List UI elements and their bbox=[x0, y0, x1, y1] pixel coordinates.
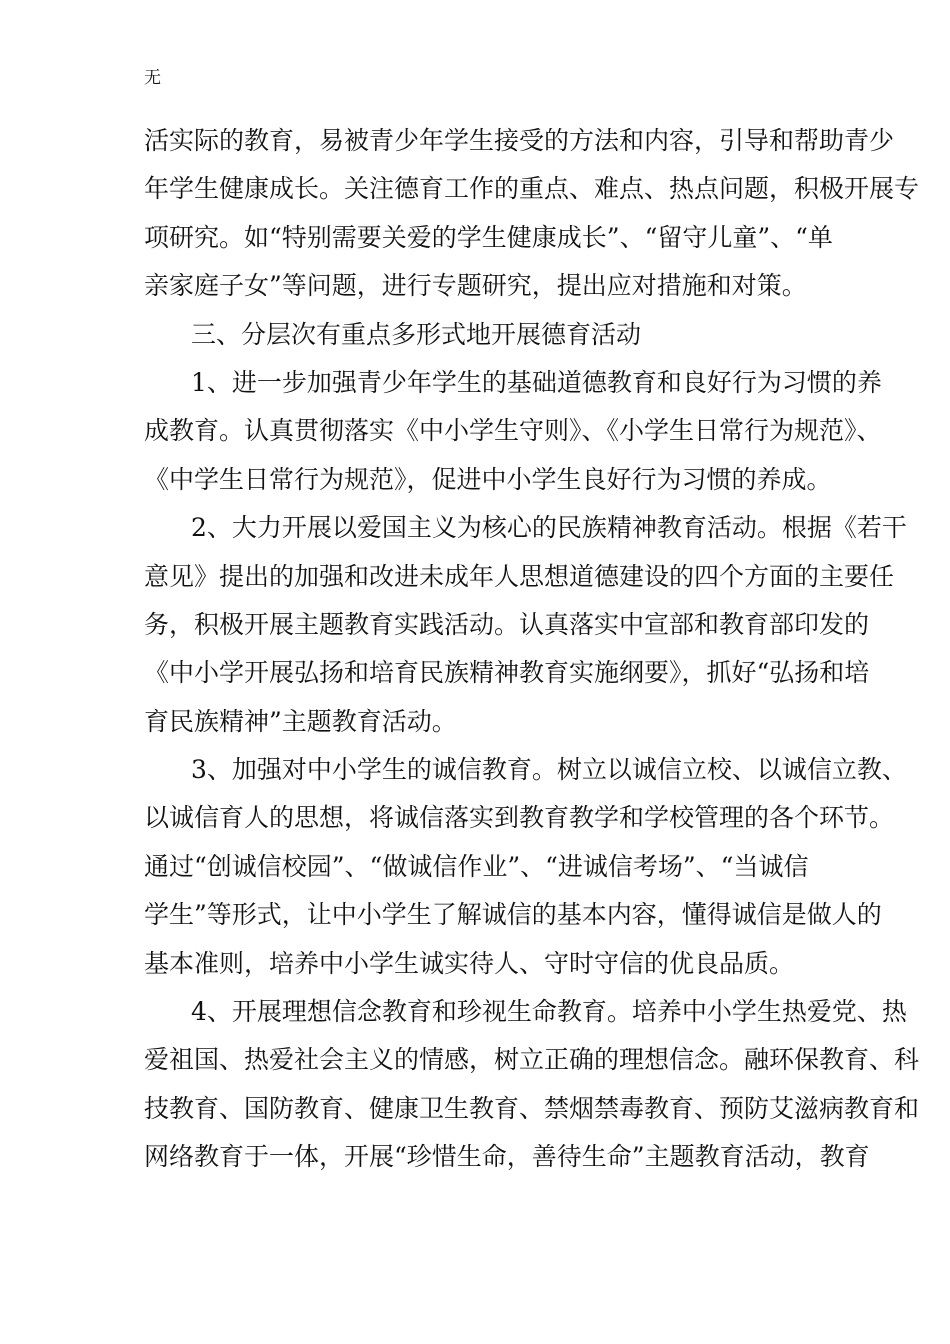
text-line: 务，积极开展主题教育实践活动。认真落实中宣部和教育部印发的 bbox=[144, 609, 870, 639]
text-line: 3、加强对中小学生的诚信教育。树立以诚信立校、以诚信立教、 bbox=[191, 755, 907, 785]
text-line: 以诚信育人的思想，将诚信落实到教育教学和学校管理的各个环节。 bbox=[144, 803, 895, 833]
text-line: 通过“创诚信校园”、“做诚信作业”、“进诚信考场”、“当诚信 bbox=[144, 851, 809, 881]
text-line: 基本准则，培养中小学生诚实待人、守时守信的优良品质。 bbox=[144, 948, 795, 978]
text-line: 《中学生日常行为规范》，促进中小学生良好行为习惯的养成。 bbox=[144, 464, 832, 494]
text-line: 活实际的教育，易被青少年学生接受的方法和内容，引导和帮助青少 bbox=[144, 126, 895, 155]
text-line: 技教育、国防教育、健康卫生教育、禁烟禁毒教育、预防艾滋病教育和 bbox=[144, 1093, 920, 1123]
text-line: 1、进一步加强青少年学生的基础道德教育和良好行为习惯的养 bbox=[191, 367, 882, 397]
text-line: 网络教育于一体，开展“珍惜生命，善待生命”主题教育活动，教育 bbox=[144, 1142, 870, 1172]
text-line: 意见》提出的加强和改进未成年人思想道德建设的四个方面的主要任 bbox=[144, 561, 895, 591]
page-header: 无 bbox=[144, 68, 161, 88]
text-line: 学生”等形式，让中小学生了解诚信的基本内容，懂得诚信是做人的 bbox=[144, 900, 882, 930]
text-line: 项研究。如“特别需要关爱的学生健康成长”、“留守儿童”、“单 bbox=[144, 222, 833, 252]
text-line: 4、开展理想信念教育和珍视生命教育。培养中小学生热爱党、热 bbox=[191, 997, 907, 1027]
text-line: 育民族精神”主题教育活动。 bbox=[144, 706, 457, 736]
text-line: 爱祖国、热爱社会主义的情感，树立正确的理想信念。融环保教育、科 bbox=[144, 1045, 920, 1075]
text-line: 2、大力开展以爱国主义为核心的民族精神教育活动。根据《若干 bbox=[191, 513, 907, 543]
text-line: 《中小学开展弘扬和培育民族精神教育实施纲要》，抓好“弘扬和培 bbox=[144, 658, 870, 688]
text-line: 年学生健康成长。关注德育工作的重点、难点、热点问题，积极开展专 bbox=[144, 174, 920, 204]
section-heading: 三、分层次有重点多形式地开展德育活动 bbox=[191, 319, 642, 349]
body-text bbox=[144, 117, 920, 1182]
text-line: 成教育。认真贯彻落实《中小学生守则》、《小学生日常行为规范》、 bbox=[144, 416, 882, 446]
text-line: 亲家庭子女”等问题，进行专题研究，提出应对措施和对策。 bbox=[144, 271, 807, 301]
